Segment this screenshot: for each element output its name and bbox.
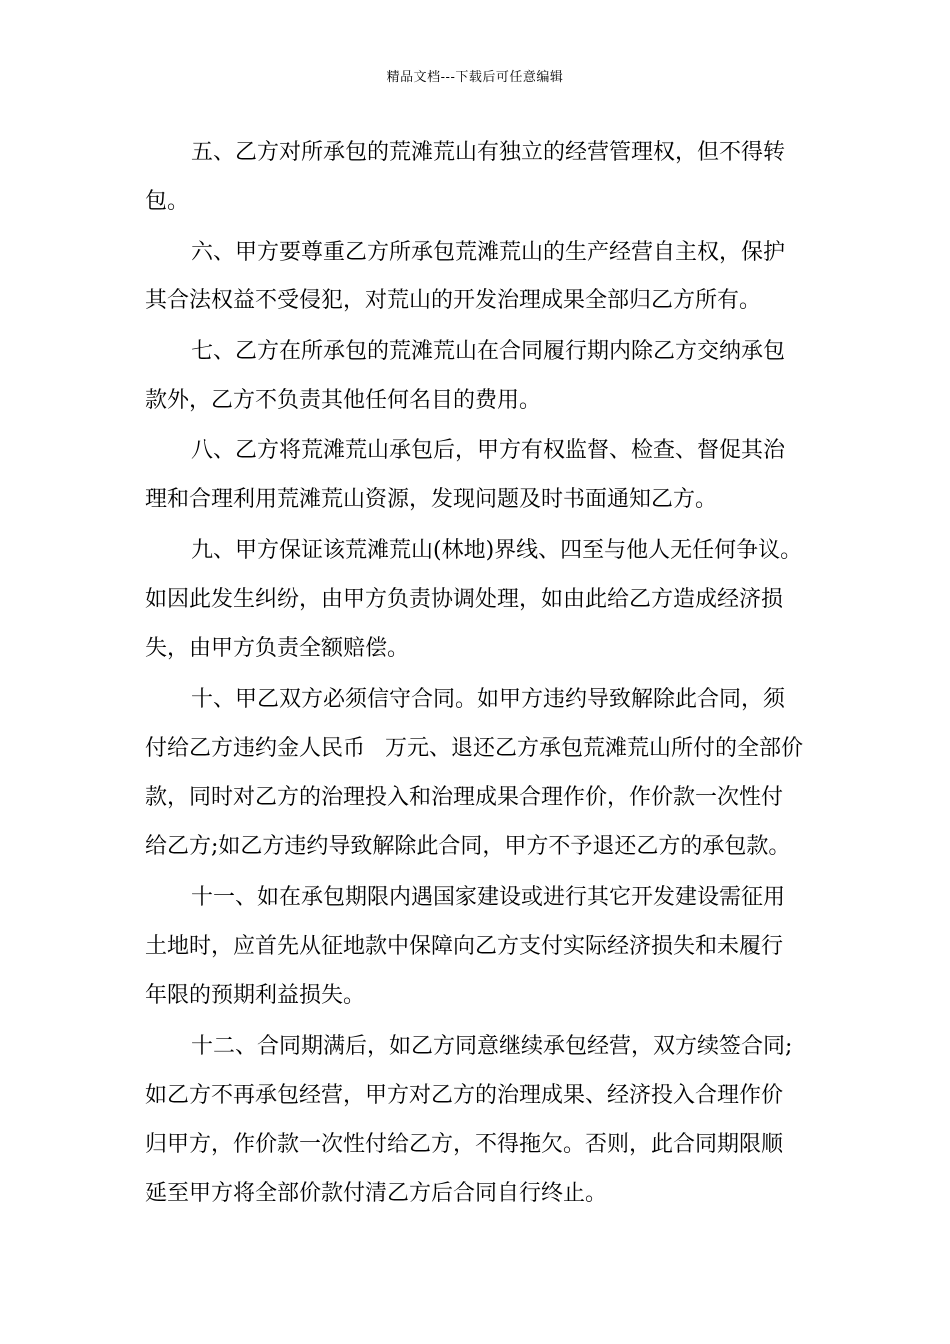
clause-10-line-3: 款，同时对乙方的治理投入和治理成果合理作价，作价款一次性付 [145,785,784,810]
clause-7-line-1: 七、乙方在所承包的荒滩荒山在合同履行期内除乙方交纳承包 [191,339,786,364]
clause-6-line-2: 其合法权益不受侵犯，对荒山的开发治理成果全部归乙方所有。 [145,288,762,313]
clause-10-line-1: 十、甲乙双方必须信守合同。如甲方违约导致解除此合同，须 [191,687,786,712]
clause-6-line-1: 六、甲方要尊重乙方所承包荒滩荒山的生产经营自主权，保护 [191,240,786,265]
clause-11-line-3: 年限的预期利益损失。 [145,983,366,1008]
page-header: 精品文档---下载后可任意编辑 [386,70,564,85]
clause-5-line-2: 包。 [145,189,190,214]
clause-9-line-3: 失，由甲方负责全额赔偿。 [145,636,410,661]
clause-10-line-2-part-2: 万元、退还乙方承包荒滩荒山所付的全部价 [385,736,804,761]
clause-9-line-2: 如因此发生纠纷，由甲方负责协调处理，如由此给乙方造成经济损 [145,587,784,612]
clause-12-line-3: 归甲方，作价款一次性付给乙方，不得拖欠。否则，此合同期限顺 [145,1132,784,1157]
clause-12-line-2: 如乙方不再承包经营，甲方对乙方的治理成果、经济投入合理作价 [145,1083,784,1108]
clause-11-line-1: 十一、如在承包期限内遇国家建设或进行其它开发建设需征用 [191,885,786,910]
clause-11-line-2: 土地时，应首先从征地款中保障向乙方支付实际经济损失和未履行 [145,934,784,959]
clause-9-line-1: 九、甲方保证该荒滩荒山(林地)界线、四至与他人无任何争议。 [191,538,803,563]
clause-8-line-1: 八、乙方将荒滩荒山承包后，甲方有权监督、检查、督促其治 [191,438,786,463]
clause-12-line-1: 十二、合同期满后，如乙方同意继续承包经营，双方续签合同; [191,1034,793,1059]
clause-10-line-2-part-1: 付给乙方违约金人民币 [145,736,366,761]
clause-7-line-2: 款外，乙方不负责其他任何名目的费用。 [145,388,542,413]
clause-5-line-1: 五、乙方对所承包的荒滩荒山有独立的经营管理权，但不得转 [191,140,786,165]
clause-8-line-2: 理和合理利用荒滩荒山资源，发现问题及时书面通知乙方。 [145,487,718,512]
clause-12-line-4: 延至甲方将全部价款付清乙方后合同自行终止。 [145,1181,608,1206]
clause-10-line-2 [145,734,815,764]
clause-10-line-4: 给乙方;如乙方违约导致解除此合同，甲方不予退还乙方的承包款。 [145,834,791,859]
